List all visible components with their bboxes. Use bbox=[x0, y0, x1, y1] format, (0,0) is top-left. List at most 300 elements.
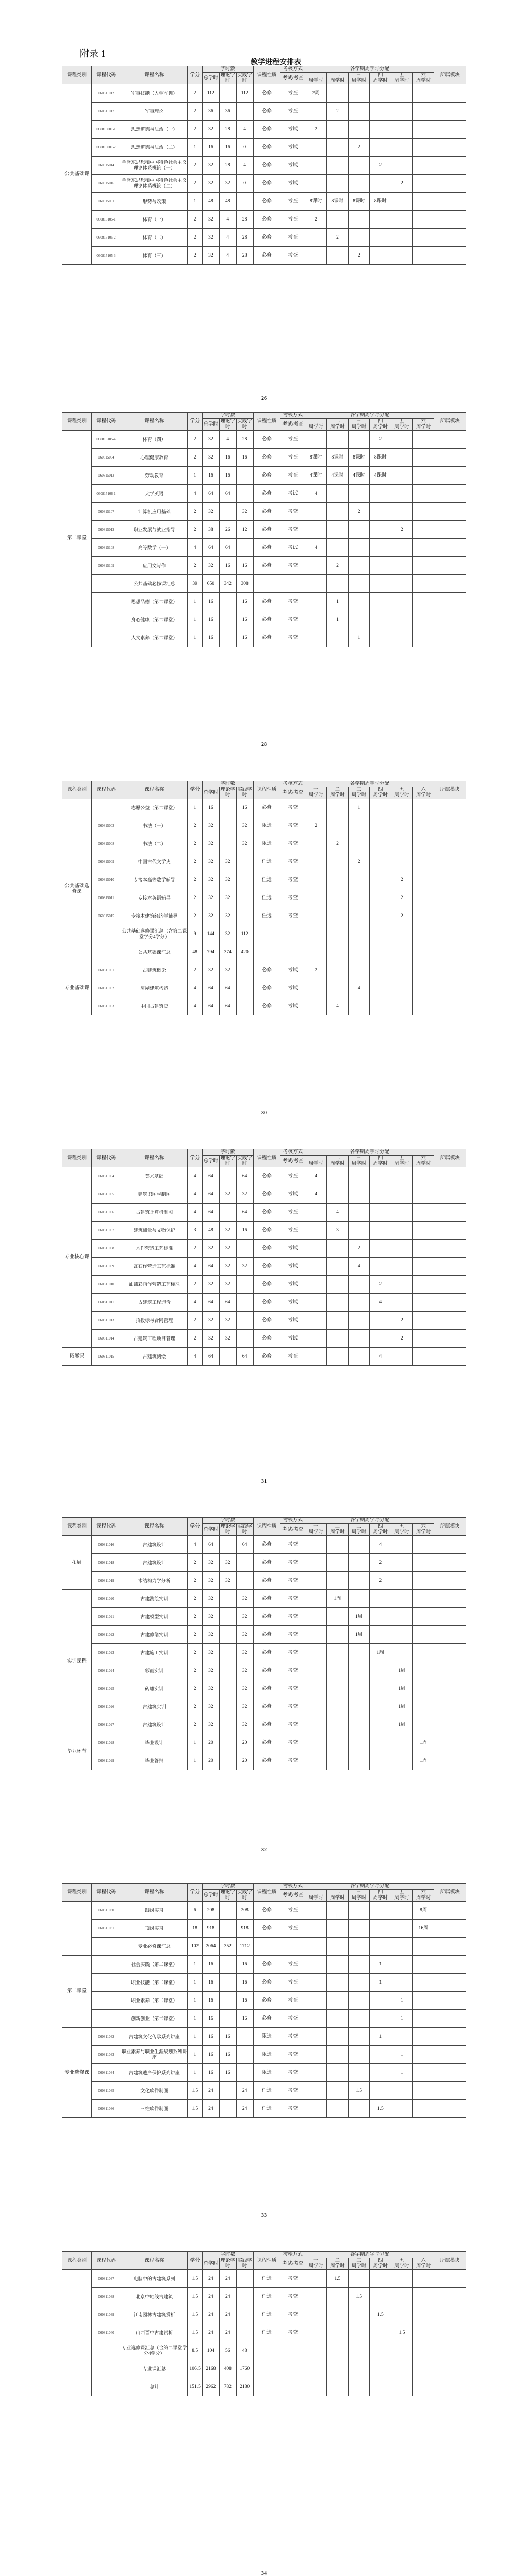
cell-semester-5: 1周 bbox=[391, 1680, 413, 1698]
cell-semester-5 bbox=[391, 979, 413, 997]
semester-label: 五 bbox=[399, 1890, 405, 1895]
cell-semester-1 bbox=[305, 1698, 327, 1716]
semester-week-hours-label: 周学时 bbox=[416, 78, 431, 83]
cell-semester-4: 8课时 bbox=[370, 449, 391, 467]
cell-module bbox=[434, 2100, 466, 2118]
cell-course-code: 060811017 bbox=[92, 103, 121, 121]
table-row bbox=[62, 2010, 466, 2028]
cell-semester-2: 8课时 bbox=[327, 193, 349, 211]
cell-credits: 39 bbox=[188, 575, 203, 593]
cell-nature: 任选 bbox=[253, 853, 280, 871]
cell-course-name: 山西晋中古建赏析 bbox=[121, 2324, 188, 2342]
cell-course-name: 北京中轴线古建筑 bbox=[121, 2288, 188, 2306]
cell-assessment: 考查 bbox=[280, 521, 305, 539]
cell-semester-5 bbox=[391, 1348, 413, 1366]
header-hours-theory: 理论学时 bbox=[219, 1524, 236, 1536]
cell-semester-6 bbox=[412, 1536, 434, 1554]
cell-semester-1 bbox=[305, 557, 327, 575]
cell-hours-theory: 32 bbox=[219, 1258, 236, 1276]
cell-hours-total: 64 bbox=[202, 1348, 219, 1366]
cell-hours-practice: 32 bbox=[236, 1590, 253, 1608]
table-row bbox=[62, 193, 466, 211]
cell-assessment: 考查 bbox=[280, 1752, 305, 1770]
cell-semester-2 bbox=[327, 2064, 349, 2082]
cell-semester-2: 1 bbox=[327, 593, 349, 611]
header-semester-1 bbox=[305, 2258, 327, 2270]
cell-course-name: 古建筑设计 bbox=[121, 1554, 188, 1572]
cell-semester-2 bbox=[327, 139, 349, 157]
cell-course-name: 公共基础选修课汇总（含第二课堂学分4学分） bbox=[121, 925, 188, 943]
cell-semester-6 bbox=[412, 925, 434, 943]
cell-semester-1 bbox=[305, 611, 327, 629]
cell-course-name: 跟岗实习 bbox=[121, 1902, 188, 1920]
cell-semester-6 bbox=[412, 539, 434, 557]
cell-assessment: 考查 bbox=[280, 1536, 305, 1554]
cell-semester-6 bbox=[412, 2082, 434, 2100]
cell-nature: 必修 bbox=[253, 1276, 280, 1294]
cell-semester-5 bbox=[391, 1608, 413, 1626]
cell-module bbox=[434, 2010, 466, 2028]
cell-hours-practice bbox=[236, 1276, 253, 1294]
cell-semester-6 bbox=[412, 997, 434, 1015]
cell-course-name: 体育（三） bbox=[121, 247, 188, 265]
semester-week-hours-label: 周学时 bbox=[351, 1161, 367, 1166]
cell-assessment bbox=[280, 2360, 305, 2378]
cell-hours-practice: 48 bbox=[236, 2342, 253, 2360]
cell-semester-2 bbox=[327, 2046, 349, 2064]
cell-nature: 必修 bbox=[253, 1185, 280, 1204]
table-row bbox=[62, 1167, 466, 1185]
cell-semester-1 bbox=[305, 1662, 327, 1680]
cell-semester-6 bbox=[412, 835, 434, 853]
semester-week-hours-label: 周学时 bbox=[394, 793, 409, 798]
table-row bbox=[62, 2360, 466, 2378]
cell-assessment: 考查 bbox=[280, 593, 305, 611]
cell-credits: 8.5 bbox=[188, 2342, 203, 2360]
table-row bbox=[62, 1956, 466, 1974]
cell-semester-3 bbox=[348, 1644, 370, 1662]
cell-semester-3 bbox=[348, 1956, 370, 1974]
cell-module bbox=[434, 247, 466, 265]
cell-hours-total: 16 bbox=[202, 611, 219, 629]
cell-semester-1 bbox=[305, 175, 327, 193]
cell-module bbox=[434, 1572, 466, 1590]
cell-semester-1 bbox=[305, 2324, 327, 2342]
header-semester-5 bbox=[391, 1524, 413, 1536]
table-row bbox=[62, 1938, 466, 1956]
cell-semester-2 bbox=[327, 1294, 349, 1312]
cell-semester-6 bbox=[412, 449, 434, 467]
cell-hours-theory bbox=[219, 503, 236, 521]
cell-course-code: 060811010 bbox=[92, 1276, 121, 1294]
cell-semester-2 bbox=[327, 431, 349, 449]
cell-course-name: 古建筑计算机制图 bbox=[121, 1204, 188, 1222]
cell-semester-1: 4 bbox=[305, 1185, 327, 1204]
cell-semester-2 bbox=[327, 1536, 349, 1554]
semester-label: 六 bbox=[421, 1890, 426, 1895]
cell-semester-5 bbox=[391, 229, 413, 247]
table-row bbox=[62, 139, 466, 157]
document-header bbox=[80, 45, 472, 66]
cell-course-name: 美术基础 bbox=[121, 1167, 188, 1185]
cell-credits: 2 bbox=[188, 1662, 203, 1680]
cell-semester-1 bbox=[305, 979, 327, 997]
cell-semester-4 bbox=[370, 539, 391, 557]
page-number: 28 bbox=[261, 742, 267, 748]
cell-semester-3 bbox=[348, 889, 370, 907]
cell-course-name: 文化软件制图 bbox=[121, 2082, 188, 2100]
table-row bbox=[62, 853, 466, 871]
document-title: 教学进程安排表 bbox=[251, 59, 301, 66]
cell-module bbox=[434, 611, 466, 629]
cell-hours-theory: 32 bbox=[219, 1240, 236, 1258]
cell-hours-total: 2064 bbox=[202, 1938, 219, 1956]
cell-semester-1 bbox=[305, 157, 327, 175]
cell-course-name: 书法（一） bbox=[121, 817, 188, 835]
cell-credits: 4 bbox=[188, 1258, 203, 1276]
cell-hours-theory: 32 bbox=[219, 1572, 236, 1590]
cell-assessment: 考查 bbox=[280, 211, 305, 229]
cell-semester-2 bbox=[327, 2288, 349, 2306]
cell-course-code: 060815107 bbox=[92, 503, 121, 521]
semester-week-hours-label: 周学时 bbox=[308, 425, 324, 430]
table-row bbox=[62, 889, 466, 907]
header-assessment: 考核方式 bbox=[280, 2252, 305, 2258]
cell-nature: 必修 bbox=[253, 1330, 280, 1348]
cell-module bbox=[434, 449, 466, 467]
header-name: 课程名称 bbox=[121, 66, 188, 84]
cell-semester-2 bbox=[327, 2100, 349, 2118]
semester-week-hours-label: 周学时 bbox=[394, 1161, 409, 1166]
cell-semester-2 bbox=[327, 817, 349, 835]
cell-hours-total: 104 bbox=[202, 2342, 219, 2360]
cell-semester-4 bbox=[370, 871, 391, 889]
cell-semester-6 bbox=[412, 1276, 434, 1294]
cell-credits: 3 bbox=[188, 1222, 203, 1240]
cell-semester-5 bbox=[391, 485, 413, 503]
cell-semester-4: 8课时 bbox=[370, 193, 391, 211]
header-code: 课程代码 bbox=[92, 1884, 121, 1902]
cell-module bbox=[434, 431, 466, 449]
cell-semester-4 bbox=[370, 1330, 391, 1348]
cell-hours-total: 24 bbox=[202, 2306, 219, 2324]
cell-assessment: 考查 bbox=[280, 1974, 305, 1992]
cell-assessment: 考查 bbox=[280, 1992, 305, 2010]
cell-semester-6 bbox=[412, 1992, 434, 2010]
cell-module bbox=[434, 943, 466, 961]
cell-semester-1 bbox=[305, 2010, 327, 2028]
cell-semester-2: 4课时 bbox=[327, 467, 349, 485]
cell-semester-2 bbox=[327, 629, 349, 647]
table-row bbox=[62, 1920, 466, 1938]
cell-nature: 必修 bbox=[253, 211, 280, 229]
semester-label: 四 bbox=[377, 73, 383, 78]
cell-semester-4 bbox=[370, 103, 391, 121]
semester-week-hours-label: 周学时 bbox=[330, 793, 345, 798]
cell-semester-2 bbox=[327, 1644, 349, 1662]
cell-semester-5: 2 bbox=[391, 889, 413, 907]
course-plan-table bbox=[62, 2251, 466, 2396]
cell-course-code: 060811025 bbox=[92, 1680, 121, 1698]
cell-hours-total: 32 bbox=[202, 1626, 219, 1644]
cell-hours-theory bbox=[219, 1608, 236, 1626]
cell-credits: 2 bbox=[188, 1240, 203, 1258]
cell-semester-2 bbox=[327, 247, 349, 265]
cell-credits: 2 bbox=[188, 1626, 203, 1644]
cell-hours-total: 32 bbox=[202, 121, 219, 139]
cell-hours-practice bbox=[236, 1312, 253, 1330]
cell-hours-theory bbox=[219, 84, 236, 103]
cell-semester-5 bbox=[391, 1276, 413, 1294]
semester-week-hours-label: 周学时 bbox=[373, 2264, 388, 2269]
cell-semester-2 bbox=[327, 1554, 349, 1572]
semester-label: 五 bbox=[399, 73, 405, 78]
header-semester-3 bbox=[348, 1890, 370, 1902]
cell-semester-1 bbox=[305, 1572, 327, 1590]
cell-module bbox=[434, 1680, 466, 1698]
cell-hours-theory: 24 bbox=[219, 2324, 236, 2342]
cell-semester-4: 1.5 bbox=[370, 2100, 391, 2118]
semester-week-hours-label: 周学时 bbox=[330, 425, 345, 430]
header-row-1 bbox=[62, 1884, 466, 1890]
table-row bbox=[62, 2324, 466, 2342]
table-row bbox=[62, 1276, 466, 1294]
cell-semester-1 bbox=[305, 925, 327, 943]
cell-assessment: 考查 bbox=[280, 467, 305, 485]
cell-nature: 必修 bbox=[253, 1240, 280, 1258]
table-row bbox=[62, 1536, 466, 1554]
table-row bbox=[62, 557, 466, 575]
semester-week-hours-label: 周学时 bbox=[330, 1895, 345, 1901]
cell-semester-1 bbox=[305, 2306, 327, 2324]
cell-semester-4: 2 bbox=[370, 157, 391, 175]
cell-hours-practice bbox=[236, 2288, 253, 2306]
cell-semester-4: 1 bbox=[370, 1956, 391, 1974]
cell-semester-5 bbox=[391, 2028, 413, 2046]
cell-course-code: 060811012 bbox=[92, 84, 121, 103]
table-row bbox=[62, 485, 466, 503]
cell-course-code: 060811013 bbox=[92, 1312, 121, 1330]
cell-semester-4 bbox=[370, 1938, 391, 1956]
header-semester-group: 各学期周学时分配 bbox=[305, 1884, 434, 1890]
cell-nature bbox=[253, 2342, 280, 2360]
cell-assessment: 考试 bbox=[280, 997, 305, 1015]
cell-semester-5 bbox=[391, 449, 413, 467]
cell-course-code: 060811020 bbox=[92, 1590, 121, 1608]
cell-course-code: 060815010 bbox=[92, 871, 121, 889]
cell-semester-1 bbox=[305, 503, 327, 521]
cell-course-code: 060811029 bbox=[92, 1752, 121, 1770]
header-row-1 bbox=[62, 1149, 466, 1156]
cell-credits: 4 bbox=[188, 979, 203, 997]
cell-assessment: 考查 bbox=[280, 1680, 305, 1698]
header-semester-6 bbox=[412, 1156, 434, 1167]
cell-course-code: 060811036 bbox=[92, 2100, 121, 2118]
table-row bbox=[62, 1348, 466, 1366]
cell-course-code: 060811038 bbox=[92, 2288, 121, 2306]
semester-label: 三 bbox=[356, 787, 361, 792]
cell-assessment: 考查 bbox=[280, 1222, 305, 1240]
cell-semester-6 bbox=[412, 2064, 434, 2082]
cell-semester-2 bbox=[327, 2378, 349, 2396]
header-row-1 bbox=[62, 2252, 466, 2258]
cell-hours-theory: 32 bbox=[219, 853, 236, 871]
cell-assessment bbox=[280, 2342, 305, 2360]
cell-semester-1: 2 bbox=[305, 211, 327, 229]
cell-hours-total: 32 bbox=[202, 449, 219, 467]
cell-course-name: 古建测绘实训 bbox=[121, 1590, 188, 1608]
course-plan-table bbox=[62, 66, 466, 265]
cell-hours-practice: 32 bbox=[236, 1680, 253, 1698]
cell-nature: 限选 bbox=[253, 2028, 280, 2046]
header-hours-practice: 实践学时 bbox=[236, 787, 253, 799]
cell-semester-2: 2 bbox=[327, 103, 349, 121]
cell-nature: 必修 bbox=[253, 84, 280, 103]
cell-course-name: 古建模型实训 bbox=[121, 1608, 188, 1626]
cell-semester-3 bbox=[348, 211, 370, 229]
cell-semester-1 bbox=[305, 103, 327, 121]
cell-course-code: 060811022 bbox=[92, 1626, 121, 1644]
header-semester-6 bbox=[412, 73, 434, 84]
cell-hours-practice bbox=[236, 979, 253, 997]
cell-course-name: 思想道德与法治（一） bbox=[121, 121, 188, 139]
semester-label: 二 bbox=[335, 73, 340, 78]
cell-semester-3: 1周 bbox=[348, 1608, 370, 1626]
cell-hours-practice: 0 bbox=[236, 175, 253, 193]
cell-hours-total: 32 bbox=[202, 1330, 219, 1348]
semester-week-hours-label: 周学时 bbox=[416, 1895, 431, 1901]
cell-course-name: 体育（四） bbox=[121, 431, 188, 449]
cell-hours-theory: 16 bbox=[219, 2064, 236, 2082]
cell-semester-6 bbox=[412, 1608, 434, 1626]
cell-module bbox=[434, 1938, 466, 1956]
cell-assessment: 考查 bbox=[280, 557, 305, 575]
cell-hours-theory bbox=[219, 1716, 236, 1734]
cell-hours-theory bbox=[219, 1680, 236, 1698]
cell-semester-5 bbox=[391, 853, 413, 871]
semester-label: 二 bbox=[335, 787, 340, 792]
cell-semester-6 bbox=[412, 1312, 434, 1330]
cell-semester-2 bbox=[327, 1608, 349, 1626]
cell-nature: 必修 bbox=[253, 1734, 280, 1752]
cell-semester-4 bbox=[370, 943, 391, 961]
header-semester-6 bbox=[412, 1524, 434, 1536]
semester-week-hours-label: 周学时 bbox=[308, 1895, 324, 1901]
semester-week-hours-label: 周学时 bbox=[308, 793, 324, 798]
cell-semester-2 bbox=[327, 1185, 349, 1204]
cell-semester-1: 4 bbox=[305, 539, 327, 557]
cell-assessment: 考查 bbox=[280, 1662, 305, 1680]
header-semester-5 bbox=[391, 419, 413, 431]
cell-module bbox=[434, 1920, 466, 1938]
cell-nature: 必修 bbox=[253, 229, 280, 247]
cell-semester-5 bbox=[391, 1734, 413, 1752]
header-assessment-sub: 考试/考查 bbox=[280, 1524, 305, 1536]
cell-hours-total: 48 bbox=[202, 1222, 219, 1240]
cell-credits: 102 bbox=[188, 1938, 203, 1956]
semester-label: 一 bbox=[314, 1890, 319, 1895]
semester-week-hours-label: 周学时 bbox=[351, 425, 367, 430]
cell-assessment: 考试 bbox=[280, 961, 305, 979]
cell-semester-4 bbox=[370, 817, 391, 835]
cell-course-name: 军事理论 bbox=[121, 103, 188, 121]
cell-nature: 必修 bbox=[253, 997, 280, 1015]
cell-assessment bbox=[280, 575, 305, 593]
cell-hours-theory: 16 bbox=[219, 449, 236, 467]
cell-semester-2 bbox=[327, 2010, 349, 2028]
cell-semester-4 bbox=[370, 925, 391, 943]
cell-semester-1 bbox=[305, 2270, 327, 2288]
cell-credits: 2 bbox=[188, 817, 203, 835]
cell-module bbox=[434, 799, 466, 817]
cell-hours-practice: 20 bbox=[236, 1752, 253, 1770]
header-semester-6 bbox=[412, 419, 434, 431]
cell-module bbox=[434, 2378, 466, 2396]
cell-credits: 4 bbox=[188, 539, 203, 557]
cell-semester-4 bbox=[370, 961, 391, 979]
cell-semester-1 bbox=[305, 2046, 327, 2064]
cell-hours-total: 16 bbox=[202, 2046, 219, 2064]
cell-nature: 必修 bbox=[253, 1752, 280, 1770]
cell-assessment: 考查 bbox=[280, 1167, 305, 1185]
cell-hours-theory bbox=[219, 2082, 236, 2100]
cell-semester-4 bbox=[370, 175, 391, 193]
cell-semester-2 bbox=[327, 1752, 349, 1770]
cell-hours-theory: 4 bbox=[219, 229, 236, 247]
cell-nature: 必修 bbox=[253, 121, 280, 139]
cell-course-code: 060815009 bbox=[92, 853, 121, 871]
cell-semester-5 bbox=[391, 247, 413, 265]
cell-course-name: 专业选修课汇总（含第二课堂学分4学分） bbox=[121, 2342, 188, 2360]
semester-label: 五 bbox=[399, 419, 405, 424]
cell-hours-practice: 32 bbox=[236, 1608, 253, 1626]
semester-label: 六 bbox=[421, 73, 426, 78]
cell-semester-3 bbox=[348, 611, 370, 629]
cell-credits: 106.5 bbox=[188, 2360, 203, 2378]
cell-hours-theory bbox=[219, 1167, 236, 1185]
cell-module bbox=[434, 1608, 466, 1626]
cell-semester-2 bbox=[327, 1626, 349, 1644]
cell-module bbox=[434, 2324, 466, 2342]
table-row bbox=[62, 175, 466, 193]
cell-hours-total: 32 bbox=[202, 557, 219, 575]
cell-semester-6 bbox=[412, 817, 434, 835]
cell-hours-theory: 16 bbox=[219, 467, 236, 485]
cell-semester-1 bbox=[305, 2288, 327, 2306]
cell-semester-5 bbox=[391, 1185, 413, 1204]
cell-semester-1 bbox=[305, 1294, 327, 1312]
table-row bbox=[62, 503, 466, 521]
cell-credits: 2 bbox=[188, 521, 203, 539]
semester-week-hours-label: 周学时 bbox=[351, 1530, 367, 1535]
semester-label: 二 bbox=[335, 2258, 340, 2263]
cell-semester-6 bbox=[412, 1204, 434, 1222]
cell-semester-2 bbox=[327, 1698, 349, 1716]
cell-semester-3 bbox=[348, 1536, 370, 1554]
header-code: 课程代码 bbox=[92, 2252, 121, 2270]
cell-semester-4 bbox=[370, 2324, 391, 2342]
cell-hours-practice: 16 bbox=[236, 799, 253, 817]
cell-semester-3 bbox=[348, 2324, 370, 2342]
cell-semester-4: 2 bbox=[370, 1276, 391, 1294]
cell-hours-theory bbox=[219, 1752, 236, 1770]
cell-course-code: 060811018 bbox=[92, 1554, 121, 1572]
cell-assessment: 考查 bbox=[280, 103, 305, 121]
cell-semester-3 bbox=[348, 2046, 370, 2064]
cell-assessment: 考试 bbox=[280, 979, 305, 997]
cell-nature: 必修 bbox=[253, 103, 280, 121]
cell-semester-1 bbox=[305, 1204, 327, 1222]
